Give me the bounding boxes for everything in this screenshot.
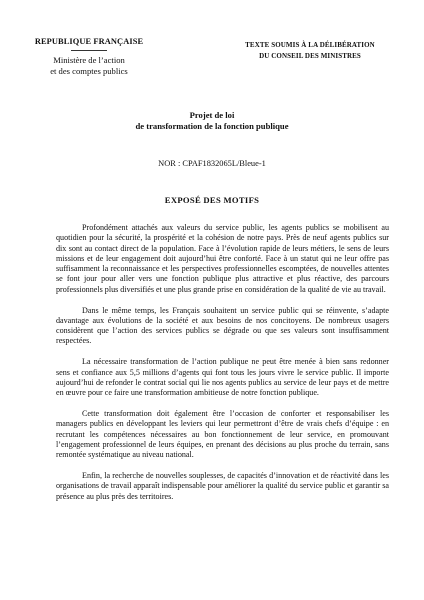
document-body (56, 223, 389, 512)
paragraph: La nécessaire transformation de l’action publique ne peut être menée à bien sans redonner sens et confiance aux 5,5 millions d’agents qui font tous les jours vivre le service public. Il importe aujourd’hui de refonder le contrat social qui lie nos agents publics au service de leur pays et de mettre en œuvre pour ce faire une transformation ambitieuse de notre fonction publique. (56, 357, 389, 398)
bill-title-line-2: de transformation de la fonction publique (135, 121, 289, 131)
paragraph: Cette transformation doit également être l’occasion de conforter et responsabiliser les managers publics en développant les leviers qui leur permettront d’être de vrais chefs d’équipe : en recrutant les compétences nécessaires au bon fonctionnement de leur service, en promouvant l’engagement professionnel de leurs équipes, en prenant des décisions au plus proche du terrain, sans remontée systématique au niveau national. (56, 408, 389, 460)
paragraph: Profondément attachés aux valeurs du service public, les agents publics se mobilisent au quotidien pour la sécurité, la prospérité et la cohésion de notre pays. Près de neuf agents publics sur dix sont au contact direct de la population. Face à l’évolution rapide de leurs métiers, le sens de leurs missions et de leur engagement doit aujourd’hui être conforté. Face à un statut qui ne leur offre pas suffisamment la reconnaissance et les perspectives professionnelles escomptées, de nouvelles attentes se font jour pour aller vers une fonction publique plus attractive et plus réactive, des parcours professionnels plus diversifiés et une plus grande prise en considération de la qualité de vie au travail. (56, 223, 389, 294)
republic-label: REPUBLIQUE FRANÇAISE (34, 37, 144, 46)
submission-block (222, 40, 398, 62)
ministry-line-1: Ministère de l’action (53, 55, 125, 65)
paragraph: Dans le même temps, les Français souhaitent un service public qui se réinvente, s’adapte davantage aux évolutions de la société et aux besoins de nos concitoyens. De nombreux usagers considèrent que l’action des services publics se dégrade ou que ses valeurs sont insuffisamment respectées. (56, 305, 389, 346)
header-divider (71, 50, 107, 51)
paragraph: Enfin, la recherche de nouvelles souplesses, de capacités d’innovation et de réactivité dans les organisations de travail apparaît indispensable pour améliorer la qualité du service public et garantir sa présence au plus près des territoires. (56, 470, 389, 501)
bill-title (0, 110, 424, 132)
submission-line-1: TEXTE SOUMIS À LA DÉLIBÉRATION (245, 41, 375, 49)
submission-line-2: DU CONSEIL DES MINISTRES (259, 52, 361, 60)
section-title: EXPOSÉ DES MOTIFS (164, 195, 260, 205)
bill-title-line-1: Projet de loi (189, 110, 235, 120)
nor-reference: NOR : CPAF1832065L/Bleue-1 (158, 159, 266, 168)
issuer-block (26, 36, 152, 77)
ministry-line-2: et des comptes publics (50, 66, 128, 76)
